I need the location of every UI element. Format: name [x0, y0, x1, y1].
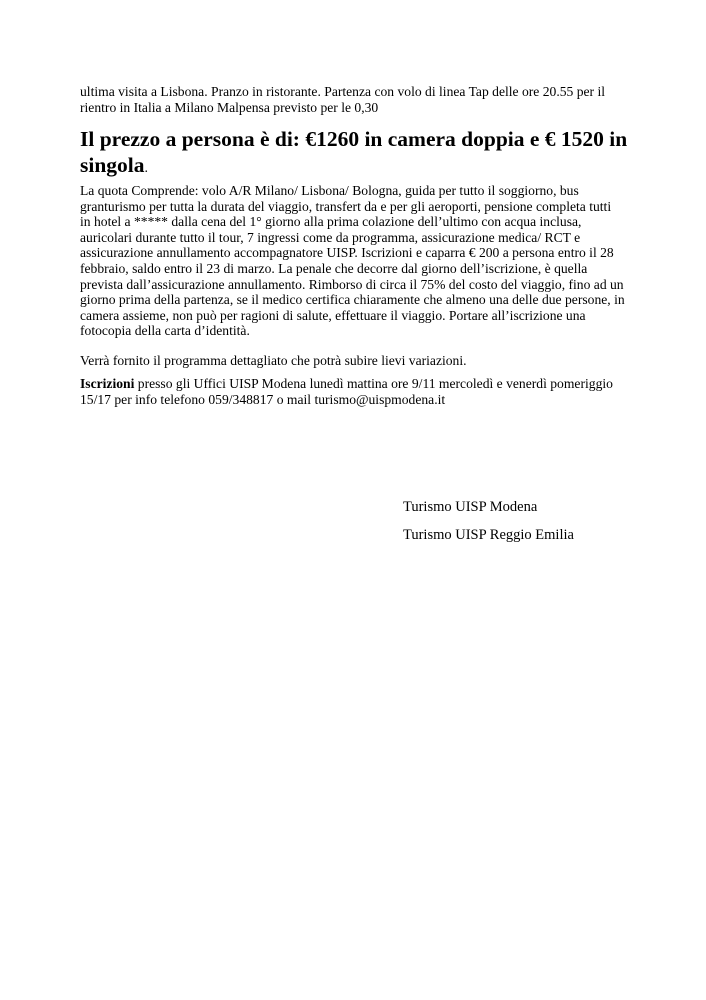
- program-note: Verrà fornito il programma dettagliato che potrà subire lievi variazioni.: [80, 353, 467, 368]
- signature-reggio-emilia: Turismo UISP Reggio Emilia: [403, 527, 574, 543]
- registration-text: presso gli Uffici UISP Modena lunedì mattina ore 9/11 mercoledì e venerdì pomeriggio 15/17 per info telefono 059/348817 o mail turismo@uispmodena.it: [80, 376, 613, 407]
- quota-paragraph: La quota Comprende: volo A/R Milano/ Lisbona/ Bologna, guida per tutto il soggiorno, bus granturismo per tutta la durata del viaggio, transfert da e per gli aeroporti, pensione completa tutti in hotel a ***** dalla cena del 1° giorno alla prima colazione dell’ultimo con acqua inclusa, auricolari durante tutto il tour, 7 ingressi come da programma, assicurazione medica/ RCT e assicurazione annullamento accompagnatore UISP. Iscrizioni e caparra € 200 a persona entro il 28 febbraio, saldo entro il 23 di marzo. La penale che decorre dal giorno dell’iscrizione, è quella prevista dall’assicurazione annullamento. Rimborso di circa il 75% del costo del viaggio, fino ad un giorno prima della partenza, se il medico certifica chiaramente che almeno una delle due persone, in camera assieme, non può per ragioni di salute, effettuare il viaggio. Portare all’iscrizione una fotocopia della carta d’identità.: [80, 183, 625, 339]
- signature-block: [403, 493, 574, 549]
- price-heading-text: Il prezzo a persona è di: €1260 in camera doppia e € 1520 in singola: [80, 127, 628, 177]
- price-heading: [80, 126, 640, 182]
- price-heading-period: .: [144, 161, 149, 176]
- registration-label: Iscrizioni: [80, 376, 135, 391]
- registration-paragraph: [80, 376, 625, 407]
- signature-modena: Turismo UISP Modena: [403, 499, 538, 515]
- itinerary-end-paragraph: ultima visita a Lisbona. Pranzo in ristorante. Partenza con volo di linea Tap delle ore 20.55 per il rientro in Italia a Milano Malpensa previsto per le 0,30: [80, 84, 606, 115]
